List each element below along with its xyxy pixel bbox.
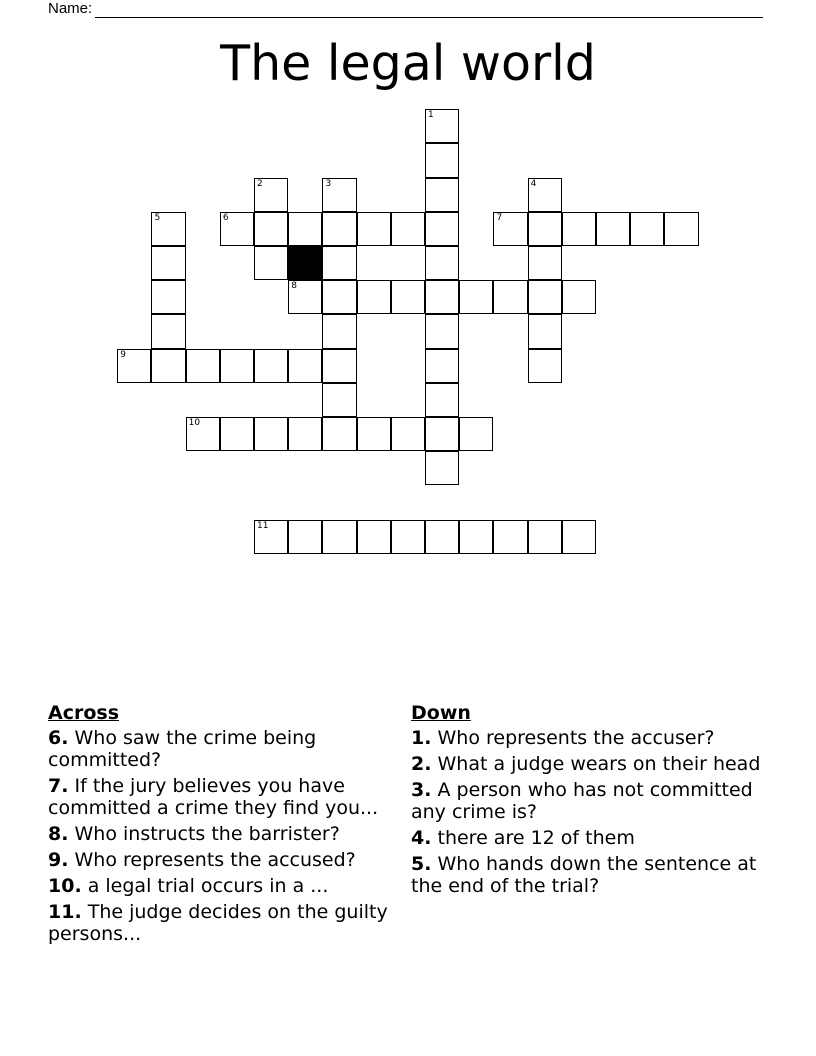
grid-cell[interactable] xyxy=(425,143,459,177)
clue-number-label: 6 xyxy=(222,212,229,223)
grid-cell[interactable] xyxy=(322,520,356,554)
grid-cell[interactable] xyxy=(459,417,493,451)
grid-cell[interactable] xyxy=(288,417,322,451)
grid-cell[interactable] xyxy=(391,212,425,246)
page-title: The legal world xyxy=(220,35,596,92)
grid-cell[interactable] xyxy=(425,383,459,417)
grid-cell[interactable] xyxy=(357,280,391,314)
clue-text: Who represents the accused? xyxy=(74,849,356,871)
grid-cell[interactable] xyxy=(322,178,356,212)
clue-number-label: 3 xyxy=(325,178,332,189)
clue-text: A person who has not committed any crime is? xyxy=(411,779,753,823)
clue-text: The judge decides on the guilty persons... xyxy=(48,901,388,945)
grid-cell[interactable] xyxy=(322,417,356,451)
clue-text: Who represents the accuser? xyxy=(437,727,715,749)
grid-cell[interactable] xyxy=(528,349,562,383)
grid-cell[interactable] xyxy=(151,212,185,246)
grid-cell[interactable] xyxy=(254,212,288,246)
clue-text: Who hands down the sentence at the end of the trial? xyxy=(411,853,757,897)
grid-cell[interactable] xyxy=(493,212,527,246)
clue-number: 4. xyxy=(411,827,432,849)
grid-cell[interactable] xyxy=(220,417,254,451)
grid-cell[interactable] xyxy=(425,314,459,348)
clue-text: a legal trial occurs in a ... xyxy=(87,875,329,897)
grid-cell[interactable] xyxy=(425,178,459,212)
grid-cell[interactable] xyxy=(425,246,459,280)
clue-number: 8. xyxy=(48,823,69,845)
down-clue-2 xyxy=(411,753,761,775)
grid-cell[interactable] xyxy=(528,520,562,554)
across-clues xyxy=(48,702,404,949)
grid-cell[interactable] xyxy=(425,417,459,451)
across-clue-6 xyxy=(48,727,404,771)
clue-number-label: 5 xyxy=(154,212,161,223)
grid-cell[interactable] xyxy=(322,212,356,246)
grid-cell[interactable] xyxy=(528,178,562,212)
grid-cell[interactable] xyxy=(288,349,322,383)
clue-number: 1. xyxy=(411,727,432,749)
grid-cell[interactable] xyxy=(528,280,562,314)
grid-cell[interactable] xyxy=(425,280,459,314)
grid-cell[interactable] xyxy=(596,212,630,246)
clue-number-label: 9 xyxy=(120,349,126,360)
grid-cell[interactable] xyxy=(425,349,459,383)
clue-number-label: 10 xyxy=(188,418,201,429)
grid-cell[interactable] xyxy=(322,383,356,417)
grid-cell[interactable] xyxy=(630,212,664,246)
grid-cell[interactable] xyxy=(117,349,151,383)
grid-cell[interactable] xyxy=(322,280,356,314)
clue-number-label: 11 xyxy=(257,520,269,531)
grid-cell[interactable] xyxy=(357,212,391,246)
grid-cell[interactable] xyxy=(186,349,220,383)
down-clue-5 xyxy=(411,853,761,897)
grid-cell[interactable] xyxy=(151,280,185,314)
clue-number-label: 4 xyxy=(530,178,537,189)
grid-cell[interactable] xyxy=(391,520,425,554)
clue-number: 6. xyxy=(48,727,69,749)
grid-cell[interactable] xyxy=(322,314,356,348)
grid-cell[interactable] xyxy=(562,212,596,246)
down-heading: Down xyxy=(411,702,471,724)
grid-cell[interactable] xyxy=(425,520,459,554)
down-clue-4 xyxy=(411,827,761,849)
grid-cell[interactable] xyxy=(528,212,562,246)
clue-number-label: 7 xyxy=(496,212,503,223)
across-clue-7 xyxy=(48,775,404,819)
down-clue-3 xyxy=(411,779,761,823)
grid-cell[interactable] xyxy=(288,520,322,554)
grid-cell[interactable] xyxy=(357,520,391,554)
grid-cell[interactable] xyxy=(254,520,288,554)
grid-cell[interactable] xyxy=(562,280,596,314)
grid-cell[interactable] xyxy=(151,314,185,348)
grid-cell[interactable] xyxy=(664,212,698,246)
clue-number-label: 1 xyxy=(428,110,434,121)
grid-cell[interactable] xyxy=(562,520,596,554)
name-label: Name: xyxy=(48,0,93,17)
grid-cell[interactable] xyxy=(151,246,185,280)
grid-cell[interactable] xyxy=(151,349,185,383)
clue-number: 11. xyxy=(48,901,82,923)
down-clue-1 xyxy=(411,727,761,749)
grid-cell[interactable] xyxy=(357,417,391,451)
grid-cell[interactable] xyxy=(425,212,459,246)
grid-cell[interactable] xyxy=(322,246,356,280)
grid-cell[interactable] xyxy=(254,178,288,212)
clue-text: there are 12 of them xyxy=(437,827,635,849)
across-clue-10 xyxy=(48,875,404,897)
clue-number-label: 8 xyxy=(291,281,297,292)
clue-text: What a judge wears on their head xyxy=(437,753,761,775)
clue-number: 3. xyxy=(411,779,432,801)
clue-number: 2. xyxy=(411,753,432,775)
grid-cell[interactable] xyxy=(220,349,254,383)
grid-cell[interactable] xyxy=(493,520,527,554)
clue-number: 9. xyxy=(48,849,69,871)
grid-block-cell xyxy=(288,246,322,280)
grid-cell[interactable] xyxy=(459,280,493,314)
across-heading: Across xyxy=(48,702,120,724)
across-clue-11 xyxy=(48,901,404,945)
clue-text: Who instructs the barrister? xyxy=(74,823,340,845)
grid-cell[interactable] xyxy=(493,280,527,314)
grid-cell[interactable] xyxy=(288,280,322,314)
across-clue-9 xyxy=(48,849,404,871)
grid-cell[interactable] xyxy=(220,212,254,246)
grid-cell[interactable] xyxy=(528,246,562,280)
clue-number: 5. xyxy=(411,853,432,875)
grid-cell[interactable] xyxy=(254,349,288,383)
grid-cell[interactable] xyxy=(322,349,356,383)
grid-cell[interactable] xyxy=(425,451,459,485)
clue-number: 7. xyxy=(48,775,69,797)
across-clue-8 xyxy=(48,823,404,845)
grid-cell[interactable] xyxy=(254,246,288,280)
grid-cell[interactable] xyxy=(425,109,459,143)
grid-cell[interactable] xyxy=(186,417,220,451)
grid-cell[interactable] xyxy=(288,212,322,246)
clue-number-label: 2 xyxy=(257,178,263,189)
down-clues xyxy=(411,702,761,901)
grid-cell[interactable] xyxy=(391,417,425,451)
grid-cell[interactable] xyxy=(528,314,562,348)
grid-cell[interactable] xyxy=(391,280,425,314)
grid-cell[interactable] xyxy=(459,520,493,554)
clue-text: Who saw the crime being committed? xyxy=(48,727,317,771)
grid-cell[interactable] xyxy=(254,417,288,451)
clue-text: If the jury believes you have committed a crime they find you... xyxy=(48,775,379,819)
clue-number: 10. xyxy=(48,875,82,897)
